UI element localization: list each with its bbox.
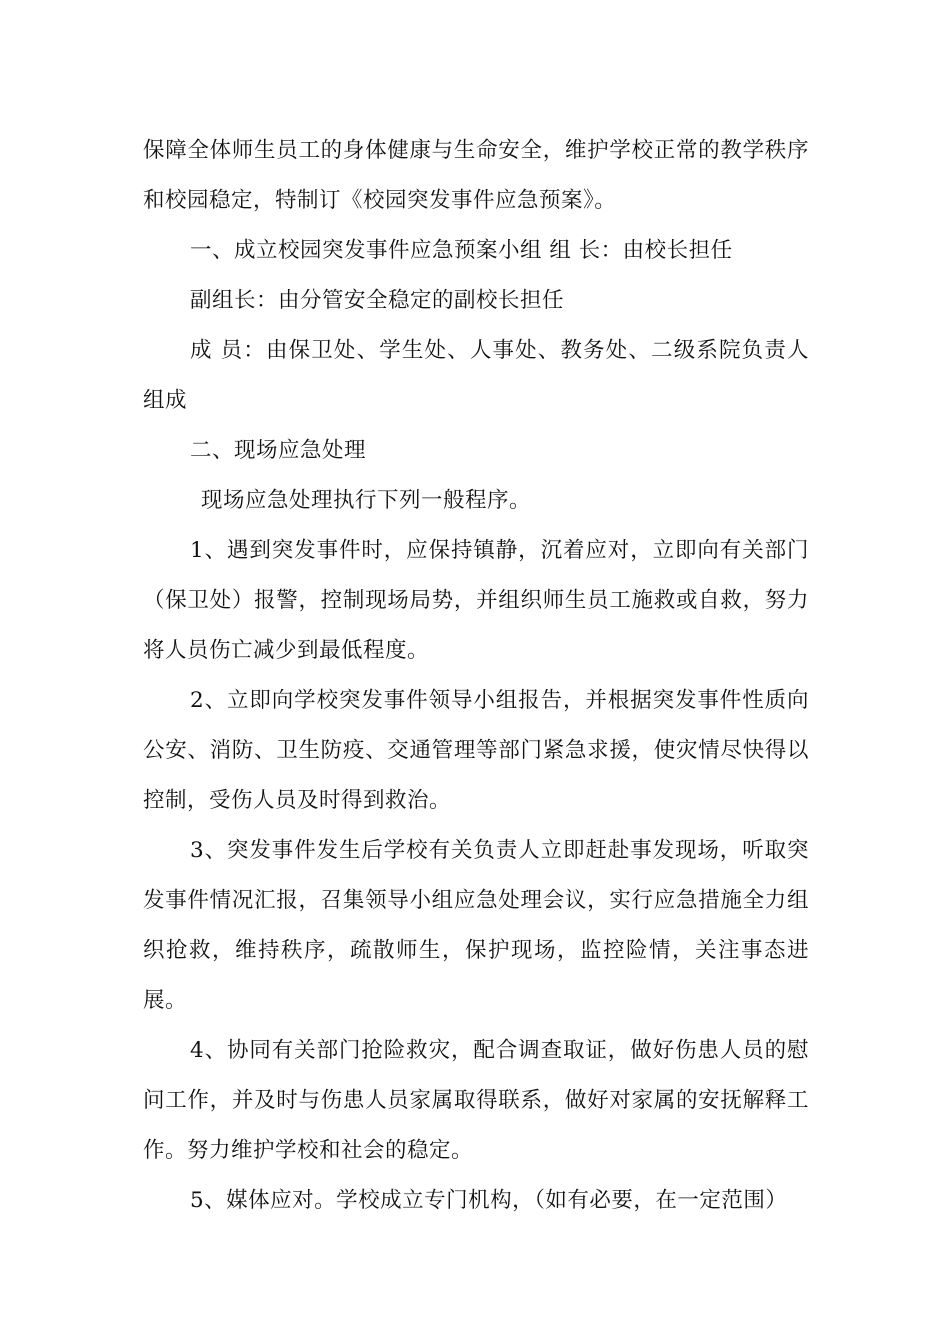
paragraph-general-procedure: 现场应急处理执行下列一般程序。 bbox=[201, 488, 532, 513]
section-heading-emergency-group: 一、成立校园突发事件应急预案小组 组 长：由校长担任 bbox=[190, 238, 733, 263]
list-item-step-3: 3、突发事件发生后学校有关负责人立即赶赴事发现场，听取突发事件情况汇报，召集领导小组应急处理会议，实行应急措施全力组织抢救，维持秩序，疏散师生，保护现场，监控险情，关注事态进展。 bbox=[143, 838, 809, 1013]
paragraph-deputy-leader: 副组长：由分管安全稳定的副校长担任 bbox=[190, 288, 565, 313]
list-item-step-5: 5、媒体应对。学校成立专门机构，（如有必要，在一定范围） bbox=[190, 1188, 788, 1213]
list-item-step-2: 2、立即向学校突发事件领导小组报告，并根据突发事件性质向公安、消防、卫生防疫、交通管理等部门紧急求援，使灾情尽快得以控制，受伤人员及时得到救治。 bbox=[143, 688, 809, 813]
paragraph-members: 成 员：由保卫处、学生处、人事处、教务处、二级系院负责人组成 bbox=[143, 338, 809, 413]
section-heading-onsite-handling: 二、现场应急处理 bbox=[190, 438, 367, 463]
list-item-step-4: 4、协同有关部门抢险救灾，配合调查取证，做好伤患人员的慰问工作，并及时与伤患人员家属取得联系，做好对家属的安抚解释工作。努力维护学校和社会的稳定。 bbox=[143, 1038, 809, 1163]
document-body bbox=[143, 126, 809, 1226]
list-item-step-1: 1、遇到突发事件时，应保持镇静，沉着应对，立即向有关部门（保卫处）报警，控制现场局势，并组织师生员工施救或自救，努力将人员伤亡减少到最低程度。 bbox=[143, 538, 809, 663]
paragraph-purpose: 保障全体师生员工的身体健康与生命安全，维护学校正常的教学秩序和校园稳定，特制订《校园突发事件应急预案》。 bbox=[143, 138, 809, 213]
